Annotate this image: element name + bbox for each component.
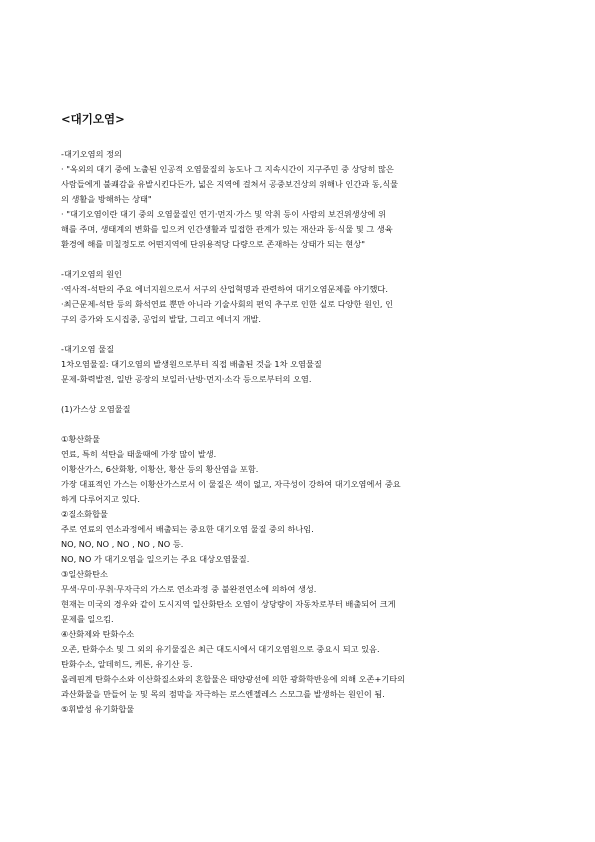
paragraph-line: 탄화수소, 알데히드, 케톤, 유기산 등. [61, 659, 193, 669]
spacer [61, 387, 541, 402]
item-heading-sulfur-oxides: ①황산화물 [61, 434, 100, 444]
paragraph-line: 1차오염물질: 대기오염의 발생원으로부터 직접 배출된 것을 1차 오염물질 [61, 359, 322, 369]
paragraph-line: 가장 대표적인 가스는 이황산가스로서 이 물질은 색이 없고, 자극성이 강하여 대기오염에서 중요 [61, 479, 401, 489]
paragraph-line: 이황산가스, 6산화황, 이황산, 황산 등의 황산염을 포함. [61, 464, 259, 474]
section-heading-definition: -대기오염의 정의 [61, 149, 122, 159]
paragraph-line: 현재는 미국의 경우와 같이 도시지역 일산화탄소 오염이 상당량이 자동차로부터 배출되어 크게 [61, 599, 396, 609]
paragraph-line: ·최근문제-석탄 등의 화석연료 뿐만 아니라 기술사회의 편익 추구로 인한 실로 다양한 원인, 인 [61, 299, 394, 309]
paragraph-line: 무색·무미·무취·무자극의 가스로 연소과정 중 불완전연소에 의하여 생성. [61, 584, 317, 594]
paragraph-line: 올레핀계 탄화수소와 이산화질소와의 혼합물은 태양광선에 의한 광화학반응에 의해 오존+기타의 [61, 674, 406, 684]
paragraph-line: 과산화물을 만들어 눈 및 목의 점막을 자극하는 로스엔젤레스 스모그를 발생하는 원인이 됨. [61, 689, 385, 699]
item-heading-carbon-monoxide: ③일산화탄소 [61, 569, 108, 579]
item-heading-oxidants-hydrocarbons: ④산화제와 탄화수소 [61, 629, 135, 639]
paragraph-line: 오존, 탄화수소 및 그 외의 유기물질은 최근 대도시에서 대기오염원으로 중요시 되고 있음. [61, 644, 380, 654]
section-heading-cause: -대기오염의 원인 [61, 269, 122, 279]
paragraph-line: NO, NO, NO , NO , NO , NO 등. [61, 539, 184, 549]
paragraph-line: 해를 주며, 생태계의 변화를 일으켜 인간생활과 밀접한 관계가 있는 재산과 동·식물 및 그 생육 [61, 224, 393, 234]
paragraph-line: NO, NO 가 대기오염을 일으키는 주요 대상오염물질. [61, 554, 250, 564]
subheading-gaseous: (1)가스상 오염물질 [61, 404, 131, 414]
paragraph-line: ·역사적-석탄의 주요 에너지원으로서 서구의 산업혁명과 관련하여 대기오염문제를 야기했다. [61, 284, 388, 294]
paragraph-line: 구의 증가와 도시집중, 공업의 발달, 그리고 에너지 개발. [61, 314, 262, 324]
paragraph-line: 의 생활을 방해하는 상태" [61, 194, 152, 204]
paragraph-line: · "옥외의 대기 중에 노출된 인공적 오염물질의 농도나 그 지속시간이 지구주민 중 상당히 많은 [61, 164, 394, 174]
section-heading-pollutants: -대기오염 물질 [61, 344, 115, 354]
item-heading-nitrogen-compounds: ②질소화합물 [61, 509, 108, 519]
paragraph-line: 연료, 특히 석탄을 태울때에 가장 많이 발생. [61, 449, 217, 459]
spacer [61, 327, 541, 342]
document-title: <대기오염> [61, 112, 125, 126]
spacer [61, 417, 541, 432]
item-heading-vocs: ⑤휘발성 유기화합물 [61, 704, 135, 714]
paragraph-line: 문제-화력발전, 일반 공장의 보일러·난방·먼지·소각 등으로부터의 오염. [61, 374, 312, 384]
paragraph-line: 주로 연료의 연소과정에서 배출되는 중요한 대기오염 물질 중의 하나임. [61, 524, 314, 534]
paragraph-line: · "대기오염이란 대기 중의 오염물질인 연기·먼지·가스 및 악취 등이 사람의 보건위생상에 위 [61, 209, 386, 219]
paragraph-line: 하게 다루어지고 있다. [61, 494, 140, 504]
paragraph-line: 환경에 해를 미칠정도로 어떤지역에 단위용적당 다량으로 존재하는 상태가 되는 현상" [61, 239, 366, 249]
paragraph-line: 사람들에게 불쾌감을 유발시킨다든가, 넓은 지역에 걸쳐서 공중보건상의 위해나 인간과 동,식물 [61, 179, 399, 189]
spacer [61, 252, 541, 267]
document-body [61, 147, 541, 717]
paragraph-line: 문제를 일으킴. [61, 614, 114, 624]
